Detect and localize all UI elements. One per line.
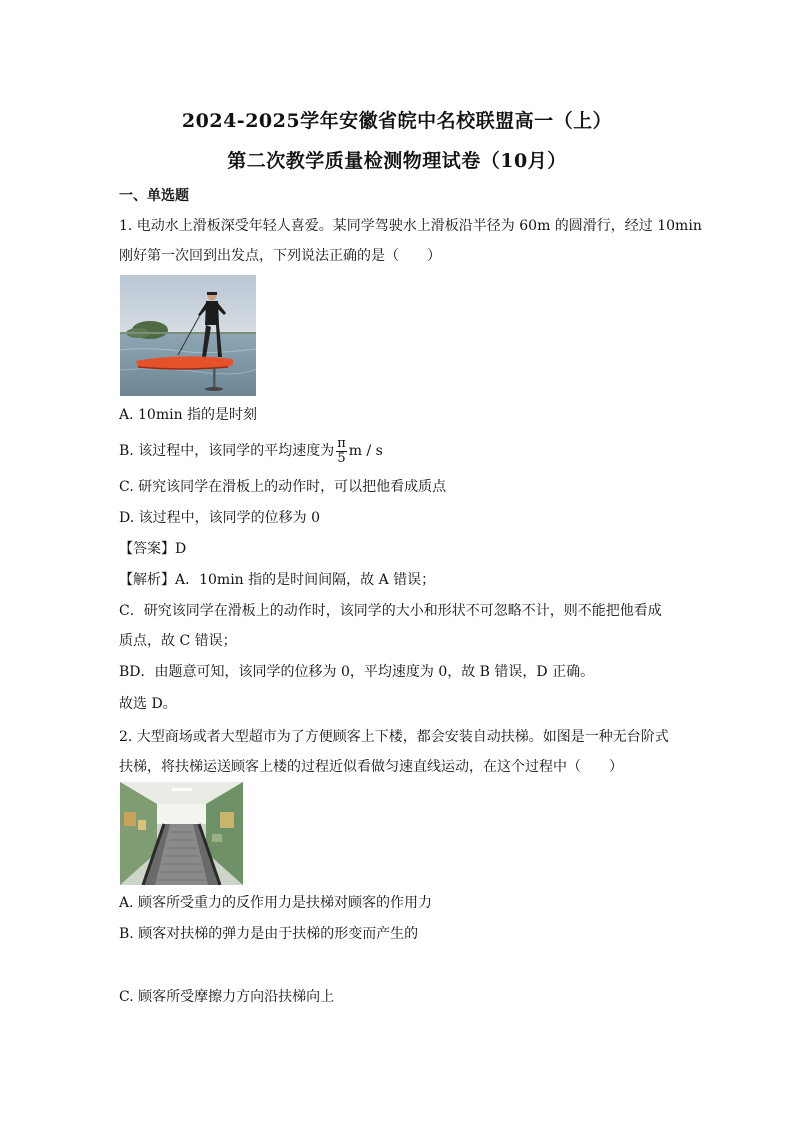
q1-option-a: A. 10min 指的是时刻 [119,407,258,423]
q1-analysis-line1 [119,570,435,590]
q1-option-b [119,436,383,466]
q1-conclusion: 故选 D。 [119,696,177,712]
analysis-text: A．10min 指的是时间间隔，故 A 错误； [175,572,436,588]
analysis-tag: 【解析】 [119,572,175,588]
q2-option-c: C. 顾客所受摩擦力方向沿扶梯向上 [119,989,335,1005]
q1-option-b-fraction [336,437,347,466]
q1-analysis-line4: BD．由题意可知，该同学的位移为 0，平均速度为 0，故 B 错误，D 正确。 [119,664,595,680]
q1-fraction-numerator: π [337,435,346,451]
q2-stem-line2: 扶梯，将扶梯运送顾客上楼的过程近似看做匀速直线运动，在这个过程中（ ） [119,759,623,775]
q1-answer [119,539,186,559]
q2-option-b: B. 顾客对扶梯的弹力是由于扶梯的形变而产生的 [119,926,419,942]
q1-analysis-line3: 质点，故 C 错误； [119,633,237,649]
exam-title-line1: 2024-2025学年安徽省皖中名校联盟高一（上） [181,110,613,132]
q1-option-c: C. 研究该同学在滑板上的动作时，可以把他看成质点 [119,479,447,495]
q1-option-b-unit: m / s [348,443,383,459]
hydrofoil-surfer-photo-icon [120,275,256,396]
q1-stem-line1: 1. 电动水上滑板深受年轻人喜爱。某同学驾驶水上滑板沿半径为 60m 的圆滑行，经过 10min [119,218,702,234]
exam-title-line2: 第二次教学质量检测物理试卷（10月） [227,150,567,172]
answer-value: D [175,541,187,557]
q1-option-d: D. 该过程中，该同学的位移为 0 [119,510,320,526]
q1-option-b-text: B. 该过程中，该同学的平均速度为 [119,443,335,459]
q1-fraction-denominator: 5 [337,450,346,466]
escalator-photo-icon [120,782,243,885]
q2-option-a: A. 顾客所受重力的反作用力是扶梯对顾客的作用力 [119,895,433,911]
section-heading: 一、单选题 [119,188,189,204]
answer-tag: 【答案】 [119,541,175,557]
q1-analysis-line2: C．研究该同学在滑板上的动作时，该同学的大小和形状不可忽略不计，则不能把他看成 [119,603,662,619]
q1-stem-line2: 刚好第一次回到出发点，下列说法正确的是（ ） [119,248,441,264]
q2-stem-line1: 2. 大型商场或者大型超市为了方便顾客上下楼，都会安装自动扶梯。如图是一种无台阶式 [119,729,669,745]
